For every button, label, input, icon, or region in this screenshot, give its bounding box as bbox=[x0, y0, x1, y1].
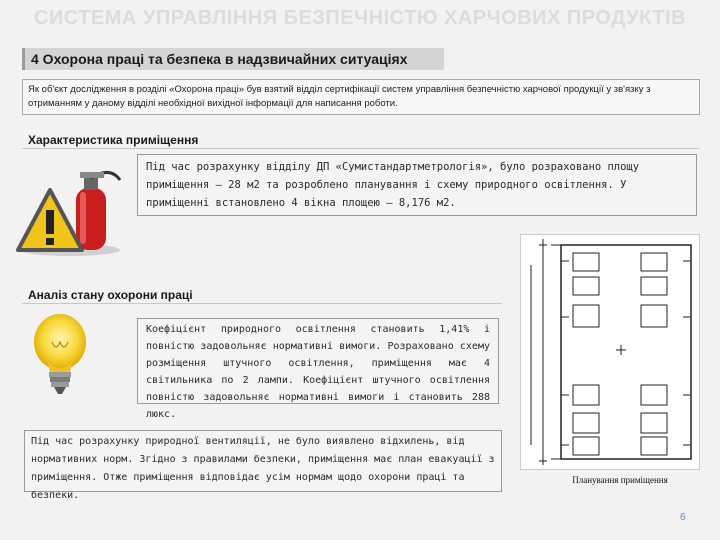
premises-text: Під час розрахунку відділу ДП «Сумистандартметрологія», було розраховано площу приміщення – 28 м2 та розроблено планування і схему природного освітлення. У приміщенні встановлено 4 вікна площею – 8,176 м2. bbox=[137, 154, 697, 216]
ventilation-text: Під час розрахунку природної вентиляції, не було виявлено відхилень, від нормативних норм. Згідно з правилами безпеки, приміщення має план евакуації з приміщення. Отже приміщення відповідає усім нормам щодо охорони праці та безпеки. bbox=[24, 430, 502, 492]
page-number: 6 bbox=[680, 512, 686, 523]
light-bulb-icon bbox=[30, 312, 90, 398]
intro-paragraph: Як об'єкт дослідження в розділі «Охорона праці» був взятий відділ сертифікації систем управління безпечністю харчової продукції у зв'язку з отриманням у даному відділі необхідної вихідної інформації для написання роботи. bbox=[22, 79, 700, 115]
analysis-heading: Аналіз стану охорони праці bbox=[28, 288, 193, 302]
section-title: 4 Охорона праці та безпека в надзвичайних ситуаціях bbox=[22, 48, 444, 70]
floor-plan-drawing bbox=[520, 234, 700, 470]
slide-title: СИСТЕМА УПРАВЛІННЯ БЕЗПЕЧНІСТЮ ХАРЧОВИХ ПРОДУКТІВ bbox=[33, 7, 687, 29]
premises-heading: Характеристика приміщення bbox=[28, 133, 199, 147]
divider bbox=[22, 148, 700, 149]
divider bbox=[22, 303, 502, 304]
lighting-text: Коефіцієнт природного освітлення становить 1,41% і повністю задовольняє нормативні вимоги. Розраховано схему розміщення штучного освітлення, приміщення має 4 світильника по 2 лампи. Коефіцієнт штучного освітлення повністю задовольняє нормативні вимоги і становить 288 люкс. bbox=[137, 318, 499, 404]
warning-extinguisher-icon bbox=[10, 158, 130, 258]
floor-plan-caption: Планування приміщення bbox=[572, 475, 668, 485]
